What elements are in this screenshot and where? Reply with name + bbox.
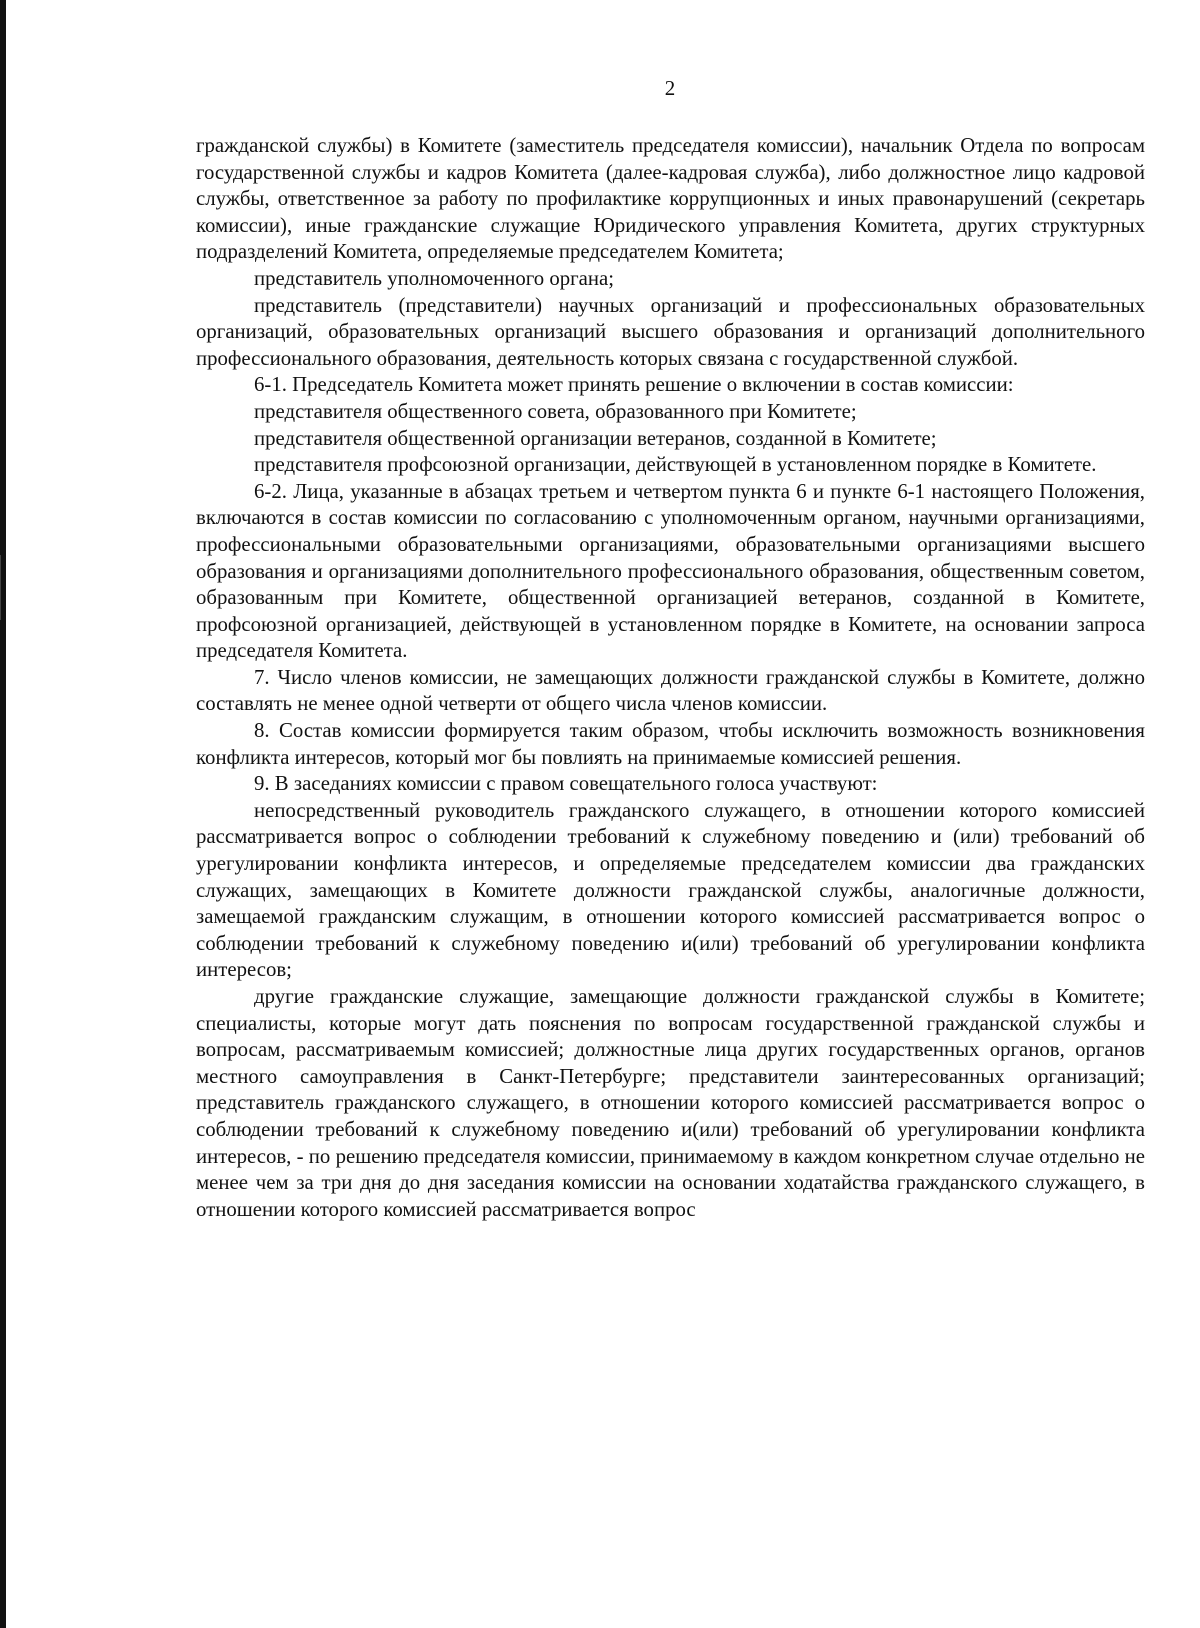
paragraph: представитель (представители) научных организаций и профессиональных образовательных организаций, образовательных организаций высшего образования и организаций дополнительного профессионального образования, деятельность которых связана с государственной службой. (196, 293, 1145, 370)
paragraph: представителя общественной организации ветеранов, созданной в Комитете; (254, 426, 937, 450)
scan-mark (0, 555, 1, 620)
paragraph: представителя общественного совета, образованного при Комитете; (254, 399, 857, 423)
paragraph: непосредственный руководитель гражданского служащего, в отношении которого комиссией рассматривается вопрос о соблюдении требований к служебному поведению и (или) требований об урегулировании конфликта интересов, и определяемые председателем комиссии два гражданских служащих, замещающих в Комитете должности гражданской службы, аналогичные должности, замещаемой гражданским служащим, в отношении которого комиссией рассматривается вопрос о соблюдении требований к служебному поведению и(или) требований об урегулировании конфликта интересов; (196, 798, 1145, 982)
paragraph: 9. В заседаниях комиссии с правом совещательного голоса участвуют: (254, 772, 878, 796)
paragraph: другие гражданские служащие, замещающие должности гражданской службы в Комитете; специалисты, которые могут дать пояснения по вопросам государственной гражданской службы и вопросам, рассматриваемым комиссией; должностные лица других государственных органов, органов местного самоуправления в Санкт-Петербурге; представители заинтересованных организаций; представитель гражданского служащего, в отношении которого комиссией рассматривается вопрос о соблюдении требований к служебному поведению и(или) требований об урегулировании конфликта интересов, - по решению председателя комиссии, принимаемому в каждом конкретном случае отдельно не менее чем за три дня до дня заседания комиссии на основании ходатайства гражданского служащего, в отношении которого комиссией рассматривается вопрос (196, 985, 1145, 1221)
scan-edge-left (0, 0, 6, 1628)
document-body (196, 133, 1145, 1223)
paragraph: 6-2. Лица, указанные в абзацах третьем и четвертом пункта 6 и пункте 6-1 настоящего Положения, включаются в состав комиссии по согласованию с уполномоченным органом, научными организациями, профессиональными образовательными организациями, образовательными организациями высшего образования и организациями дополнительного профессионального образования, общественным советом, образованным при Комитете, общественной организацией ветеранов, созданной в Комитете, профсоюзной организацией, действующей в установленном порядке в Комитете, на основании запроса председателя Комитета. (196, 479, 1145, 663)
paragraph-continuation: гражданской службы) в Комитете (заместитель председателя комиссии), начальник Отдела по вопросам государственной службы и кадров Комитета (далее-кадровая служба), либо должностное лицо кадровой службы, ответственное за работу по профилактике коррупционных и иных правонарушений (секретарь комиссии), иные гражданские служащие Юридического управления Комитета, других структурных подразделений Комитета, определяемые председателем Комитета; (196, 134, 1145, 264)
page-number: 2 (664, 76, 676, 100)
paragraph: 7. Число членов комиссии, не замещающих должности гражданской службы в Комитете, должно составлять не менее одной четверти от общего числа членов комиссии. (196, 665, 1145, 716)
paragraph: 8. Состав комиссии формируется таким образом, чтобы исключить возможность возникновения конфликта интересов, который мог бы повлиять на принимаемые комиссией решения. (196, 719, 1145, 769)
paragraph: представитель уполномоченного органа; (254, 266, 615, 290)
paragraph: представителя профсоюзной организации, действующей в установленном порядке в Комитете. (254, 453, 1097, 477)
paragraph: 6-1. Председатель Комитета может принять решение о включении в состав комиссии: (254, 373, 1014, 397)
